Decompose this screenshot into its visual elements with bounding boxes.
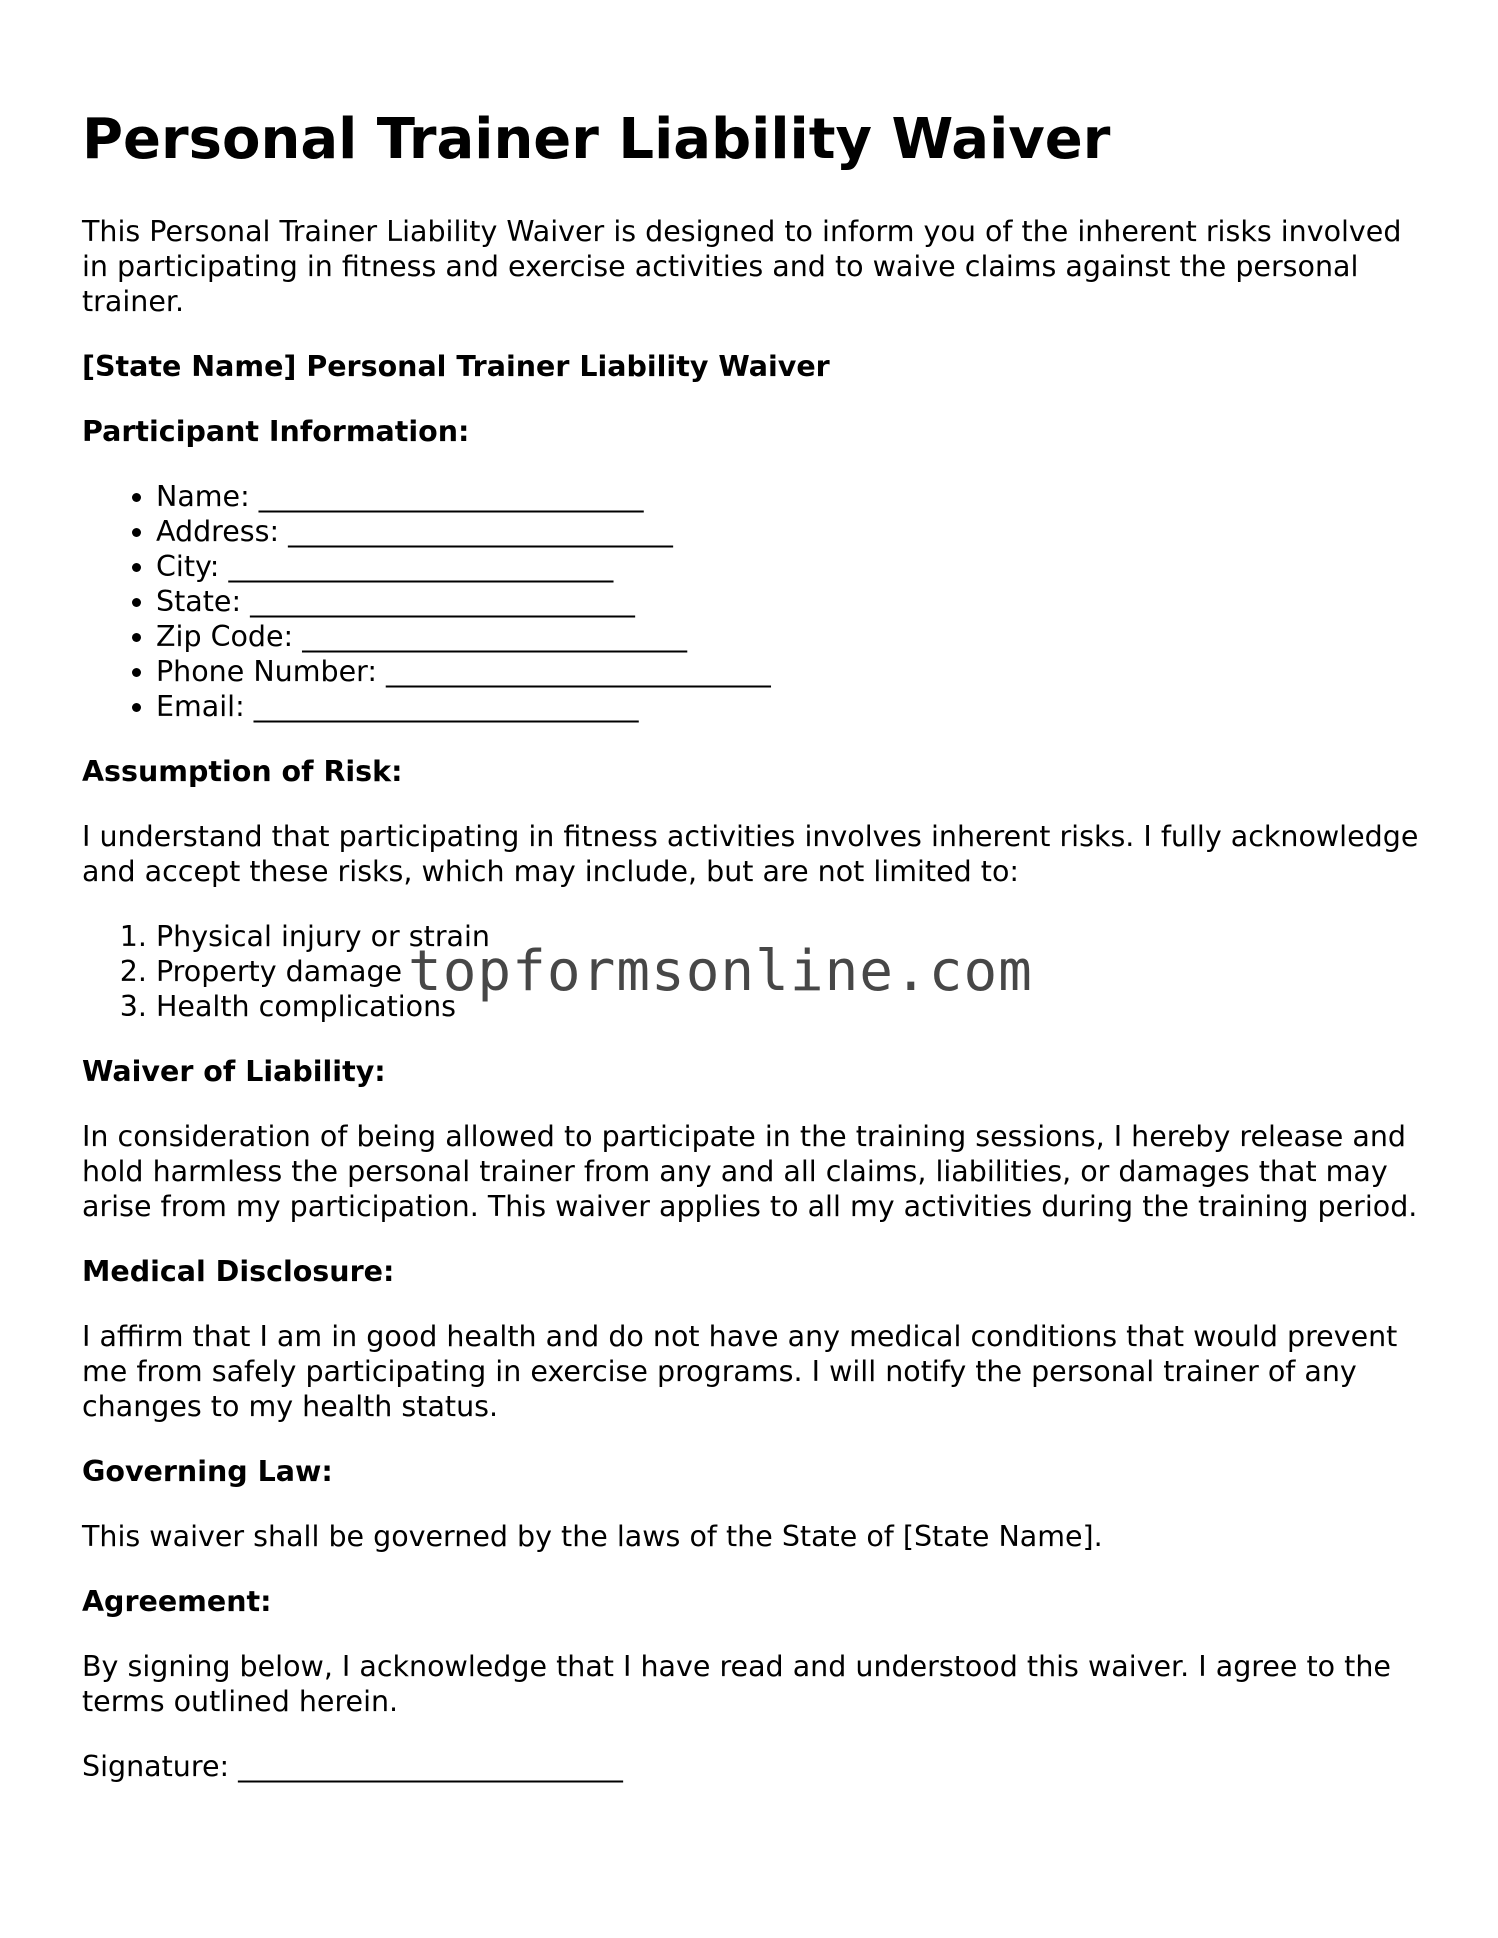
law-heading: Governing Law: [82, 1455, 333, 1488]
medical-paragraph: I affirm that I am in good health and do not have any medical conditions that would prevent me from safely participating in exercise programs. I will notify the personal trainer of any changes to my health status. [82, 1320, 1398, 1423]
state-heading: [State Name] Personal Trainer Liability Waiver [82, 350, 830, 383]
city-field[interactable]: • City: ___________________________ [156, 549, 1422, 584]
state-field[interactable]: • State: ___________________________ [156, 584, 1422, 619]
agreement-paragraph: By signing below, I acknowledge that I have read and understood this waiver. I agree to the terms outlined herein. [82, 1650, 1391, 1718]
participant-heading: Participant Information: [82, 415, 470, 448]
document-title: Personal Trainer Liability Waiver [82, 107, 1111, 172]
agreement-heading: Agreement: [82, 1585, 272, 1618]
risk-paragraph: I understand that participating in fitness activities involves inherent risks. I fully acknowledge and accept these risks, which may include, but are not limited to: [82, 820, 1419, 888]
zip-code-field[interactable]: • Zip Code: ___________________________ [156, 619, 1422, 654]
participant-fields-list [82, 479, 1422, 724]
risk-item: 3. Health complications [156, 989, 1422, 1024]
risk-item: 2. Property damage [156, 954, 1422, 989]
document-page [82, 0, 1422, 1784]
intro-paragraph: This Personal Trainer Liability Waiver is designed to inform you of the inherent risks involved in participating in fitness and exercise activities and to waive claims against the personal trainer. [82, 215, 1402, 318]
phone-number-field[interactable]: • Phone Number: ___________________________ [156, 654, 1422, 689]
name-field[interactable]: • Name: ___________________________ [156, 479, 1422, 514]
risk-item: 1. Physical injury or strain [156, 919, 1422, 954]
waiver-paragraph: In consideration of being allowed to participate in the training sessions, I hereby release and hold harmless the personal trainer from any and all claims, liabilities, or damages that may arise from my participation. This waiver applies to all my activities during the training period. [82, 1120, 1418, 1223]
watermark-text: topformsonline.com [408, 939, 1033, 1004]
law-paragraph: This waiver shall be governed by the laws of the State of [State Name]. [82, 1520, 1103, 1553]
address-field[interactable]: • Address: ___________________________ [156, 514, 1422, 549]
risk-heading: Assumption of Risk: [82, 755, 403, 788]
email-field[interactable]: • Email: ___________________________ [156, 689, 1422, 724]
waiver-heading: Waiver of Liability: [82, 1055, 386, 1088]
medical-heading: Medical Disclosure: [82, 1255, 395, 1288]
signature-field[interactable]: Signature: ___________________________ [82, 1750, 623, 1783]
